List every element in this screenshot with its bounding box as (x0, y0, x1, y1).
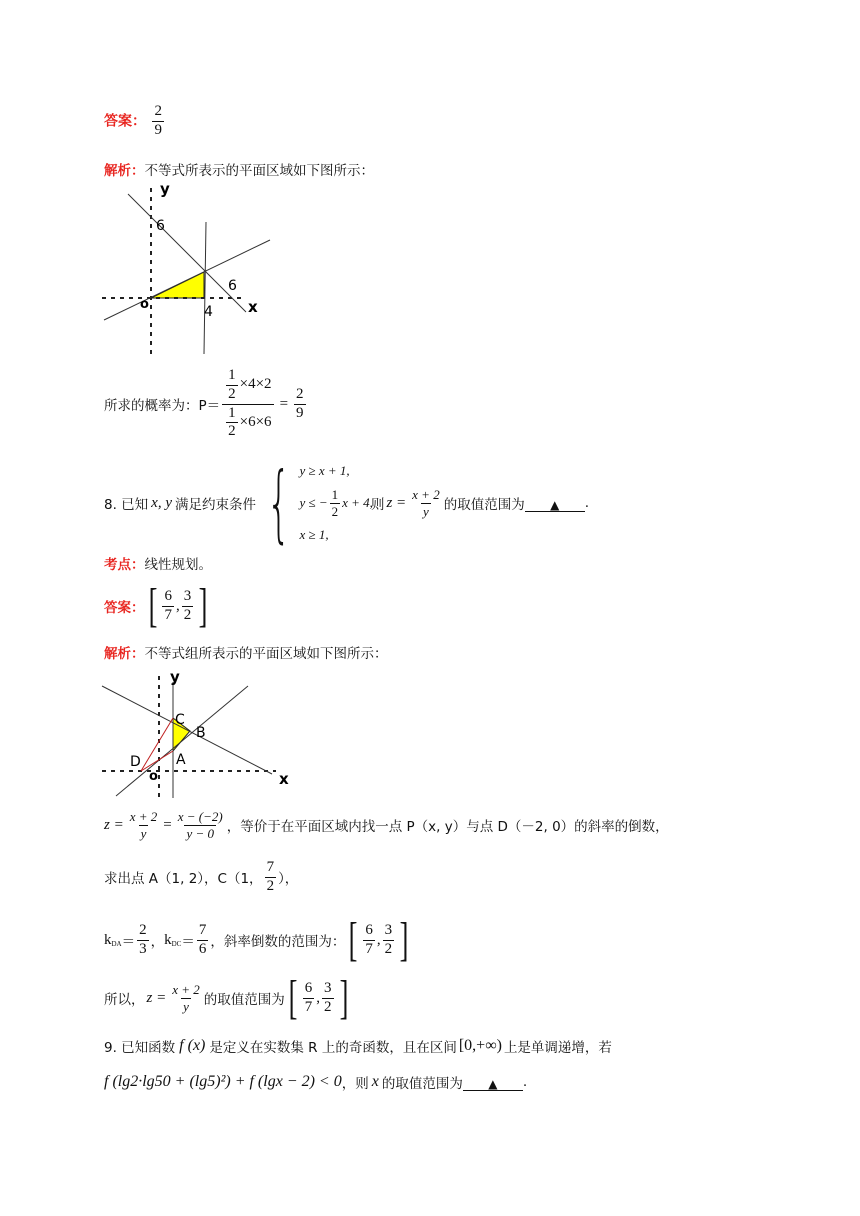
interval: [0,+∞) (458, 1037, 502, 1054)
equals-sign: = (279, 395, 289, 412)
analysis-text: 不等式所表示的平面区域如下图所示： (144, 163, 374, 179)
interval-comma: , (175, 597, 180, 614)
right-bracket: ] (339, 971, 348, 1024)
triangle-icon: ▲ (550, 497, 560, 512)
left-bracket: [ (148, 579, 157, 632)
interval-high (182, 589, 194, 624)
colon: ： (131, 557, 145, 573)
answer-blank (525, 499, 585, 512)
interval-low (162, 589, 174, 624)
interval-comma: , (376, 931, 381, 948)
big-numerator (222, 368, 273, 404)
kaodian-row (104, 553, 212, 573)
colon: ： (131, 600, 145, 616)
line-y-x-plus-1 (116, 686, 248, 796)
final-interval (285, 971, 352, 1024)
constraint-3: x ≥ 1, (299, 527, 329, 542)
solution-line-3 (104, 913, 412, 966)
analysis-text: 不等式组所表示的平面区域如下图所示： (144, 646, 388, 662)
fraction-denominator: 2 (324, 998, 332, 1015)
fraction-numerator: 7 (266, 859, 275, 875)
fraction-denominator: 7 (365, 940, 373, 957)
q8-analysis-row (104, 642, 388, 662)
fraction-numerator: 2 (296, 385, 304, 402)
function-fx: f (x) (179, 1037, 206, 1054)
fraction-numerator: x + 2 (129, 809, 158, 824)
fraction-numerator: 1 (228, 367, 236, 383)
fraction-numerator: 6 (304, 979, 313, 996)
result-fraction (294, 387, 306, 422)
k-subscript: DA (111, 939, 122, 948)
fraction-numerator: 6 (365, 921, 373, 938)
probability-row (104, 368, 308, 440)
z-fraction-3 (170, 983, 202, 1013)
q9-text-a: 9. 已知函数 (104, 1040, 176, 1056)
answer-blank (463, 1078, 523, 1091)
k-da-fraction (137, 923, 149, 958)
fig1-x-label: x (248, 298, 258, 316)
colon: ： (131, 163, 145, 179)
colon: ： (131, 646, 145, 662)
equals-sign: ＝ (181, 934, 195, 950)
then-word: 则 (370, 497, 385, 513)
fraction-numerator: 2 (139, 921, 147, 938)
line-through-origin (104, 240, 270, 320)
constraint-2-end: x + 4, (342, 495, 373, 510)
colon: ： (132, 113, 146, 130)
fig1-four: 4 (204, 304, 213, 320)
constraint-2-start: y ≤ − (299, 495, 328, 510)
line-y-neg-half-x-4 (102, 686, 272, 774)
interval-high (322, 981, 334, 1016)
question-prefix: 8. 已知 (104, 497, 149, 513)
big-denominator (222, 404, 273, 441)
fig1-y-label: y (160, 180, 170, 198)
right-bracket: ] (198, 579, 208, 632)
answer-fraction (152, 104, 164, 139)
inequality-expression: f (lg2·lg50 + (lg5)²) + f (lgx − 2) < 0 (104, 1073, 342, 1090)
fraction-numerator: 2 (154, 103, 162, 119)
c-y-fraction (265, 860, 277, 895)
bottom-product: ×6×6 (239, 413, 272, 430)
answer-interval (145, 579, 212, 632)
fraction-denominator: 9 (296, 404, 304, 421)
q9-text-mid: ，则 (341, 1076, 369, 1092)
interval-high (383, 923, 395, 958)
q9-text-b: 是定义在实数集 R 上的奇函数，且在区间 (209, 1040, 457, 1056)
equals-sign: ＝ (121, 934, 136, 950)
fig2-origin: o (149, 769, 158, 784)
constraint-2 (299, 482, 372, 524)
z-equals: z = (146, 989, 167, 1006)
fraction-numerator: 1 (228, 404, 236, 421)
probability-prefix: 所求的概率为：P＝ (104, 398, 221, 414)
k-dc (164, 932, 181, 949)
constraint-2-fraction (330, 488, 341, 518)
answer-label: 答案 (104, 600, 131, 616)
fraction-denominator: 9 (154, 121, 162, 138)
fraction-numerator: 3 (183, 587, 192, 604)
z-equals: z = (386, 494, 407, 511)
left-bracket: [ (348, 913, 358, 966)
k-symbol: k (164, 931, 172, 948)
fig2-C: C (175, 712, 185, 728)
fraction-denominator: y (140, 825, 147, 841)
k-symbol: k (104, 931, 112, 948)
fig2-x-label: x (279, 770, 289, 788)
fraction-denominator: 3 (139, 940, 147, 957)
interval-low (363, 923, 375, 958)
interval-comma: , (316, 989, 320, 1006)
line-DA (141, 751, 173, 771)
top-product: ×4×2 (239, 376, 272, 393)
k-subscript: DC (171, 939, 182, 948)
constraint-system (299, 460, 372, 546)
solution-text-3: ，斜率倒数的范围为： (210, 934, 346, 950)
right-bracket: ] (399, 913, 409, 966)
q9-text-c: 上是单调递增，若 (503, 1040, 612, 1056)
reciprocal-interval (345, 913, 412, 966)
fraction-denominator: 2 (228, 385, 236, 402)
k-dc-fraction (197, 923, 209, 958)
fraction-numerator: x + 2 (172, 981, 200, 997)
figure-1-graph (96, 178, 276, 360)
q8-question-row (104, 454, 589, 552)
separator: ， (150, 934, 165, 950)
figure-2-graph (96, 666, 296, 802)
fraction-denominator: 2 (228, 423, 236, 440)
half-fraction (226, 368, 238, 403)
solution-line-1 (104, 810, 669, 840)
fig1-six-y: 6 (156, 218, 165, 234)
fig1-origin: o (140, 297, 149, 312)
fraction-denominator: 2 (384, 940, 393, 957)
fraction-denominator: 2 (183, 606, 192, 623)
q7-analysis-row (104, 159, 374, 179)
solution-text-4a: 所以， (104, 992, 145, 1008)
answer-label: 答案 (104, 113, 132, 130)
triangle-icon: ▲ (488, 1076, 498, 1091)
fraction-numerator: 3 (384, 921, 393, 938)
constraint-brace: { (266, 454, 291, 552)
fig2-A: A (176, 752, 186, 768)
solution-text-1: ，等价于在平面区域内找一点 P（x, y）与点 D（－2, 0）的斜率的倒数， (226, 819, 669, 836)
fig2-D: D (130, 754, 141, 770)
fraction-numerator: x + 2 (412, 486, 440, 502)
z-fraction (410, 488, 442, 518)
fig1-six-x: 6 (228, 278, 237, 294)
period: . (522, 1074, 528, 1090)
analysis-label: 解析 (104, 163, 131, 179)
fraction-denominator: y − 0 (186, 825, 214, 841)
fraction-numerator: 3 (324, 979, 332, 996)
fraction-numerator: 6 (164, 587, 172, 604)
k-da (104, 932, 122, 949)
fig2-B: B (196, 725, 206, 741)
fraction-numerator: 1 (331, 486, 339, 502)
solution-line-2 (104, 860, 298, 895)
fraction-denominator: y (423, 503, 429, 519)
fraction-denominator: 6 (198, 940, 207, 957)
fig2-y-label: y (170, 668, 180, 686)
q9-text-end: 的取值范围为 (381, 1076, 463, 1092)
solution-text-2: 求出点 A（1, 2），C（1， (104, 871, 263, 888)
fraction-denominator: y (183, 998, 189, 1014)
equals-sign: = (163, 816, 172, 833)
solution-text-4b: 的取值范围为 (203, 992, 285, 1008)
interval-low (303, 981, 315, 1016)
z-equals: z = (104, 816, 124, 833)
q9-line-2 (104, 1072, 527, 1092)
half-fraction (226, 406, 238, 441)
question-mid: 满足约束条件 (175, 497, 256, 513)
q8-answer-row (104, 579, 211, 632)
kaodian-label: 考点 (104, 557, 131, 573)
solution-line-4 (104, 971, 351, 1024)
q9-line-1 (104, 1036, 612, 1056)
line-DC (141, 718, 173, 771)
fraction-denominator: 2 (266, 877, 275, 894)
period: . (584, 495, 589, 511)
solution-text-2-end: ）， (278, 871, 299, 888)
kaodian-text: 线性规划。 (144, 557, 212, 573)
fraction-denominator: 7 (304, 998, 313, 1015)
constraint-1: y ≥ x + 1, (299, 463, 350, 478)
question-vars: x, y (151, 494, 172, 511)
left-bracket: [ (288, 971, 298, 1024)
q7-answer-row (104, 104, 166, 139)
probability-big-fraction (222, 368, 273, 440)
analysis-label: 解析 (104, 646, 131, 662)
fraction-numerator: 7 (198, 921, 207, 938)
fraction-denominator: 7 (164, 606, 172, 623)
fraction-denominator: 2 (331, 503, 339, 519)
x-variable: x (371, 1073, 379, 1090)
fraction-numerator: x − (−2) (177, 809, 223, 824)
z-fraction-1 (128, 810, 160, 840)
question-suffix: 的取值范围为 (443, 497, 525, 513)
z-fraction-2 (176, 810, 225, 840)
